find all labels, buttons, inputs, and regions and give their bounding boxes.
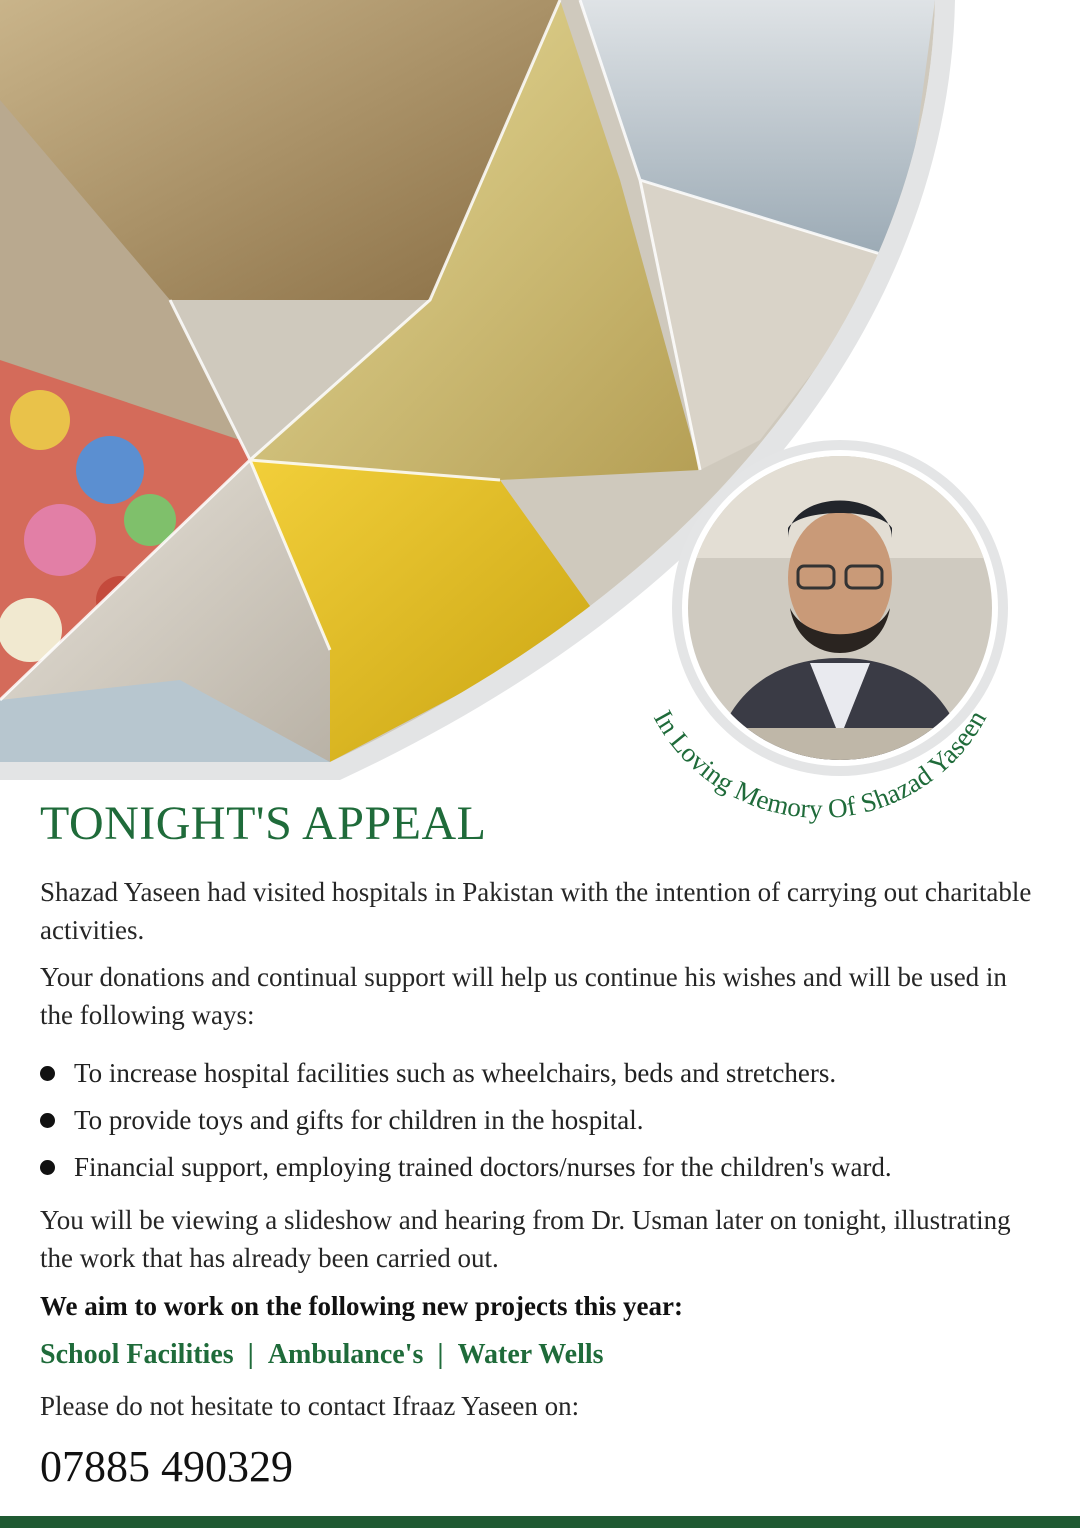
project-separator: | <box>247 1339 254 1370</box>
list-item: To provide toys and gifts for children in the hospital. <box>40 1097 1040 1144</box>
phone-number: 07885 490329 <box>40 1442 293 1491</box>
page-title: TONIGHT'S APPEAL <box>40 797 487 850</box>
project-ambulances: Ambulance's <box>267 1339 424 1370</box>
list-item: To increase hospital facilities such as wheelchairs, beds and stretchers. <box>40 1050 1040 1097</box>
appeal-content <box>40 796 1040 1493</box>
list-item: Financial support, employing trained doctors/nurses for the children's ward. <box>40 1144 1040 1191</box>
uses-list <box>40 1050 1040 1191</box>
contact-paragraph: Please do not hesitate to contact Ifraaz Yaseen on: <box>40 1391 580 1421</box>
project-school-facilities: School Facilities <box>40 1339 234 1370</box>
projects-list <box>40 1335 1040 1375</box>
memorial-text: In Loving Memory Of Shazad Yaseen <box>648 705 992 825</box>
slideshow-paragraph: You will be viewing a slideshow and hearing from Dr. Usman later on tonight, illustrating the work that has already been carried out. <box>40 1205 1011 1273</box>
intro-paragraph: Shazad Yaseen had visited hospitals in Pakistan with the intention of carrying out charitable activities. <box>40 877 1032 945</box>
project-water-wells: Water Wells <box>457 1339 604 1370</box>
footer-bar <box>0 1516 1080 1528</box>
memorial-curved-text <box>590 400 1050 860</box>
donations-paragraph: Your donations and continual support will help us continue his wishes and will be used in the following ways: <box>40 962 1007 1030</box>
projects-heading: We aim to work on the following new projects this year: <box>40 1291 683 1321</box>
project-separator: | <box>437 1339 444 1370</box>
